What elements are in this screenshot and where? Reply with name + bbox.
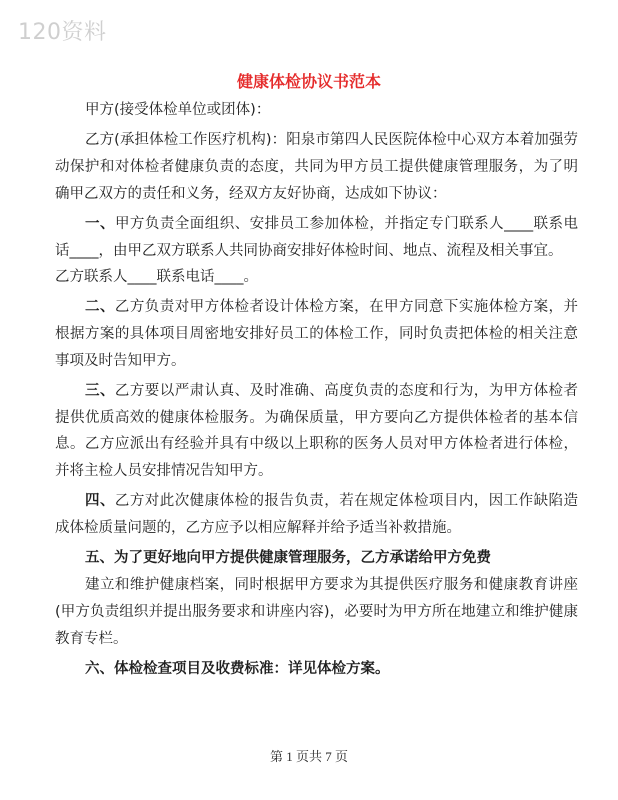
clause-2-number: 二、 — [85, 299, 115, 316]
clause-2-text-1: 乙方负责对甲方体检者设计体检方案，在甲方同意下实施体检方案，并 — [114, 299, 578, 316]
clause-3-line-4: 并将主检人员安排情况告知甲方。 — [55, 463, 273, 480]
clause-3-line-2: 提供优质高效的健康体检服务。为确保质量，甲方要向乙方提供体检者的基本信 — [55, 409, 578, 426]
clause-3-number: 三、 — [85, 383, 115, 400]
clause-3-line-3: 息。乙方应派出有经验并具有中级以上职称的医务人员对甲方体检者进行体检， — [55, 436, 578, 453]
clause-4-number: 四、 — [85, 493, 115, 510]
document-body — [55, 97, 578, 686]
party-b-line-3: 确甲乙双方的责任和义务，经双方友好协商，达成如下协议： — [55, 185, 447, 202]
party-b-paragraph — [55, 127, 578, 207]
clause-3-text-1: 乙方要以严肃认真、及时准确、高度负责的态度和行为，为甲方体检者 — [114, 383, 578, 400]
clause-1-line-2: 话____，由甲乙双方联系人共同协商安排好体检时间、地点、流程及相关事宜。 — [55, 242, 563, 259]
clause-2-line-2: 根据方案的具体项目周密地安排好员工的体检工作，同时负责把体检的相关注意 — [55, 326, 578, 343]
clause-4-paragraph — [55, 488, 578, 541]
clause-1-paragraph — [55, 211, 578, 291]
clause-5-number: 五、 — [85, 550, 114, 567]
clause-5-line-3: 教育专栏。 — [55, 630, 128, 647]
clause-5-heading-paragraph — [55, 545, 578, 572]
party-b-line-1: 乙方(承担体检工作医疗机构)：阳泉市第四人民医院体检中心双方本着加强劳 — [85, 132, 578, 149]
clause-5-line-2: (甲方负责组织并提出服务要求和讲座内容)，必要时为甲方所在地建立和维护健康 — [55, 604, 578, 621]
clause-6-paragraph — [55, 656, 578, 683]
clause-3-line-1 — [55, 378, 578, 405]
clause-5-heading-line — [55, 545, 578, 572]
document-title: 健康体检协议书范本 — [236, 72, 381, 91]
party-a-line: 甲方(接受体检单位或团体)： — [85, 102, 271, 118]
clause-1-line-1 — [55, 211, 578, 238]
clause-6-heading-line — [55, 656, 578, 683]
watermark: 120资料 — [18, 20, 107, 45]
clause-2-line-1 — [55, 294, 578, 321]
clause-5-body-paragraph — [55, 572, 578, 652]
clause-1-line-3: 乙方联系人____联系电话____。 — [55, 269, 258, 286]
clause-1-text-1: 甲方负责全面组织、安排员工参加体检，并指定专门联系人____联系电 — [114, 215, 578, 232]
clause-1-number: 一、 — [85, 215, 115, 232]
party-b-line-2: 动保护和对体检者健康负责的态度，共同为甲方员工提供健康管理服务，为了明 — [55, 158, 578, 175]
clause-4-line-1 — [55, 488, 578, 515]
page-footer: 第 1 页共 7 页 — [269, 749, 348, 764]
clause-6-heading: 体检检查项目及收费标准：详见体检方案。 — [114, 661, 390, 678]
clause-5-line-1: 建立和维护健康档案，同时根据甲方要求为其提供医疗服务和健康教育讲座 — [85, 577, 578, 594]
clause-2-paragraph — [55, 294, 578, 374]
clause-3-paragraph — [55, 378, 578, 485]
clause-4-line-2: 成体检质量问题的，乙方应予以相应解释并给予适当补救措施。 — [55, 520, 461, 537]
clause-6-number: 六、 — [85, 661, 114, 678]
clause-5-heading: 为了更好地向甲方提供健康管理服务，乙方承诺给甲方免费 — [114, 550, 491, 567]
clause-4-text-1: 乙方对此次健康体检的报告负责，若在规定体检项目内，因工作缺陷造 — [114, 493, 578, 510]
clause-2-line-3: 事项及时告知甲方。 — [55, 352, 186, 369]
party-a-paragraph — [55, 97, 578, 124]
